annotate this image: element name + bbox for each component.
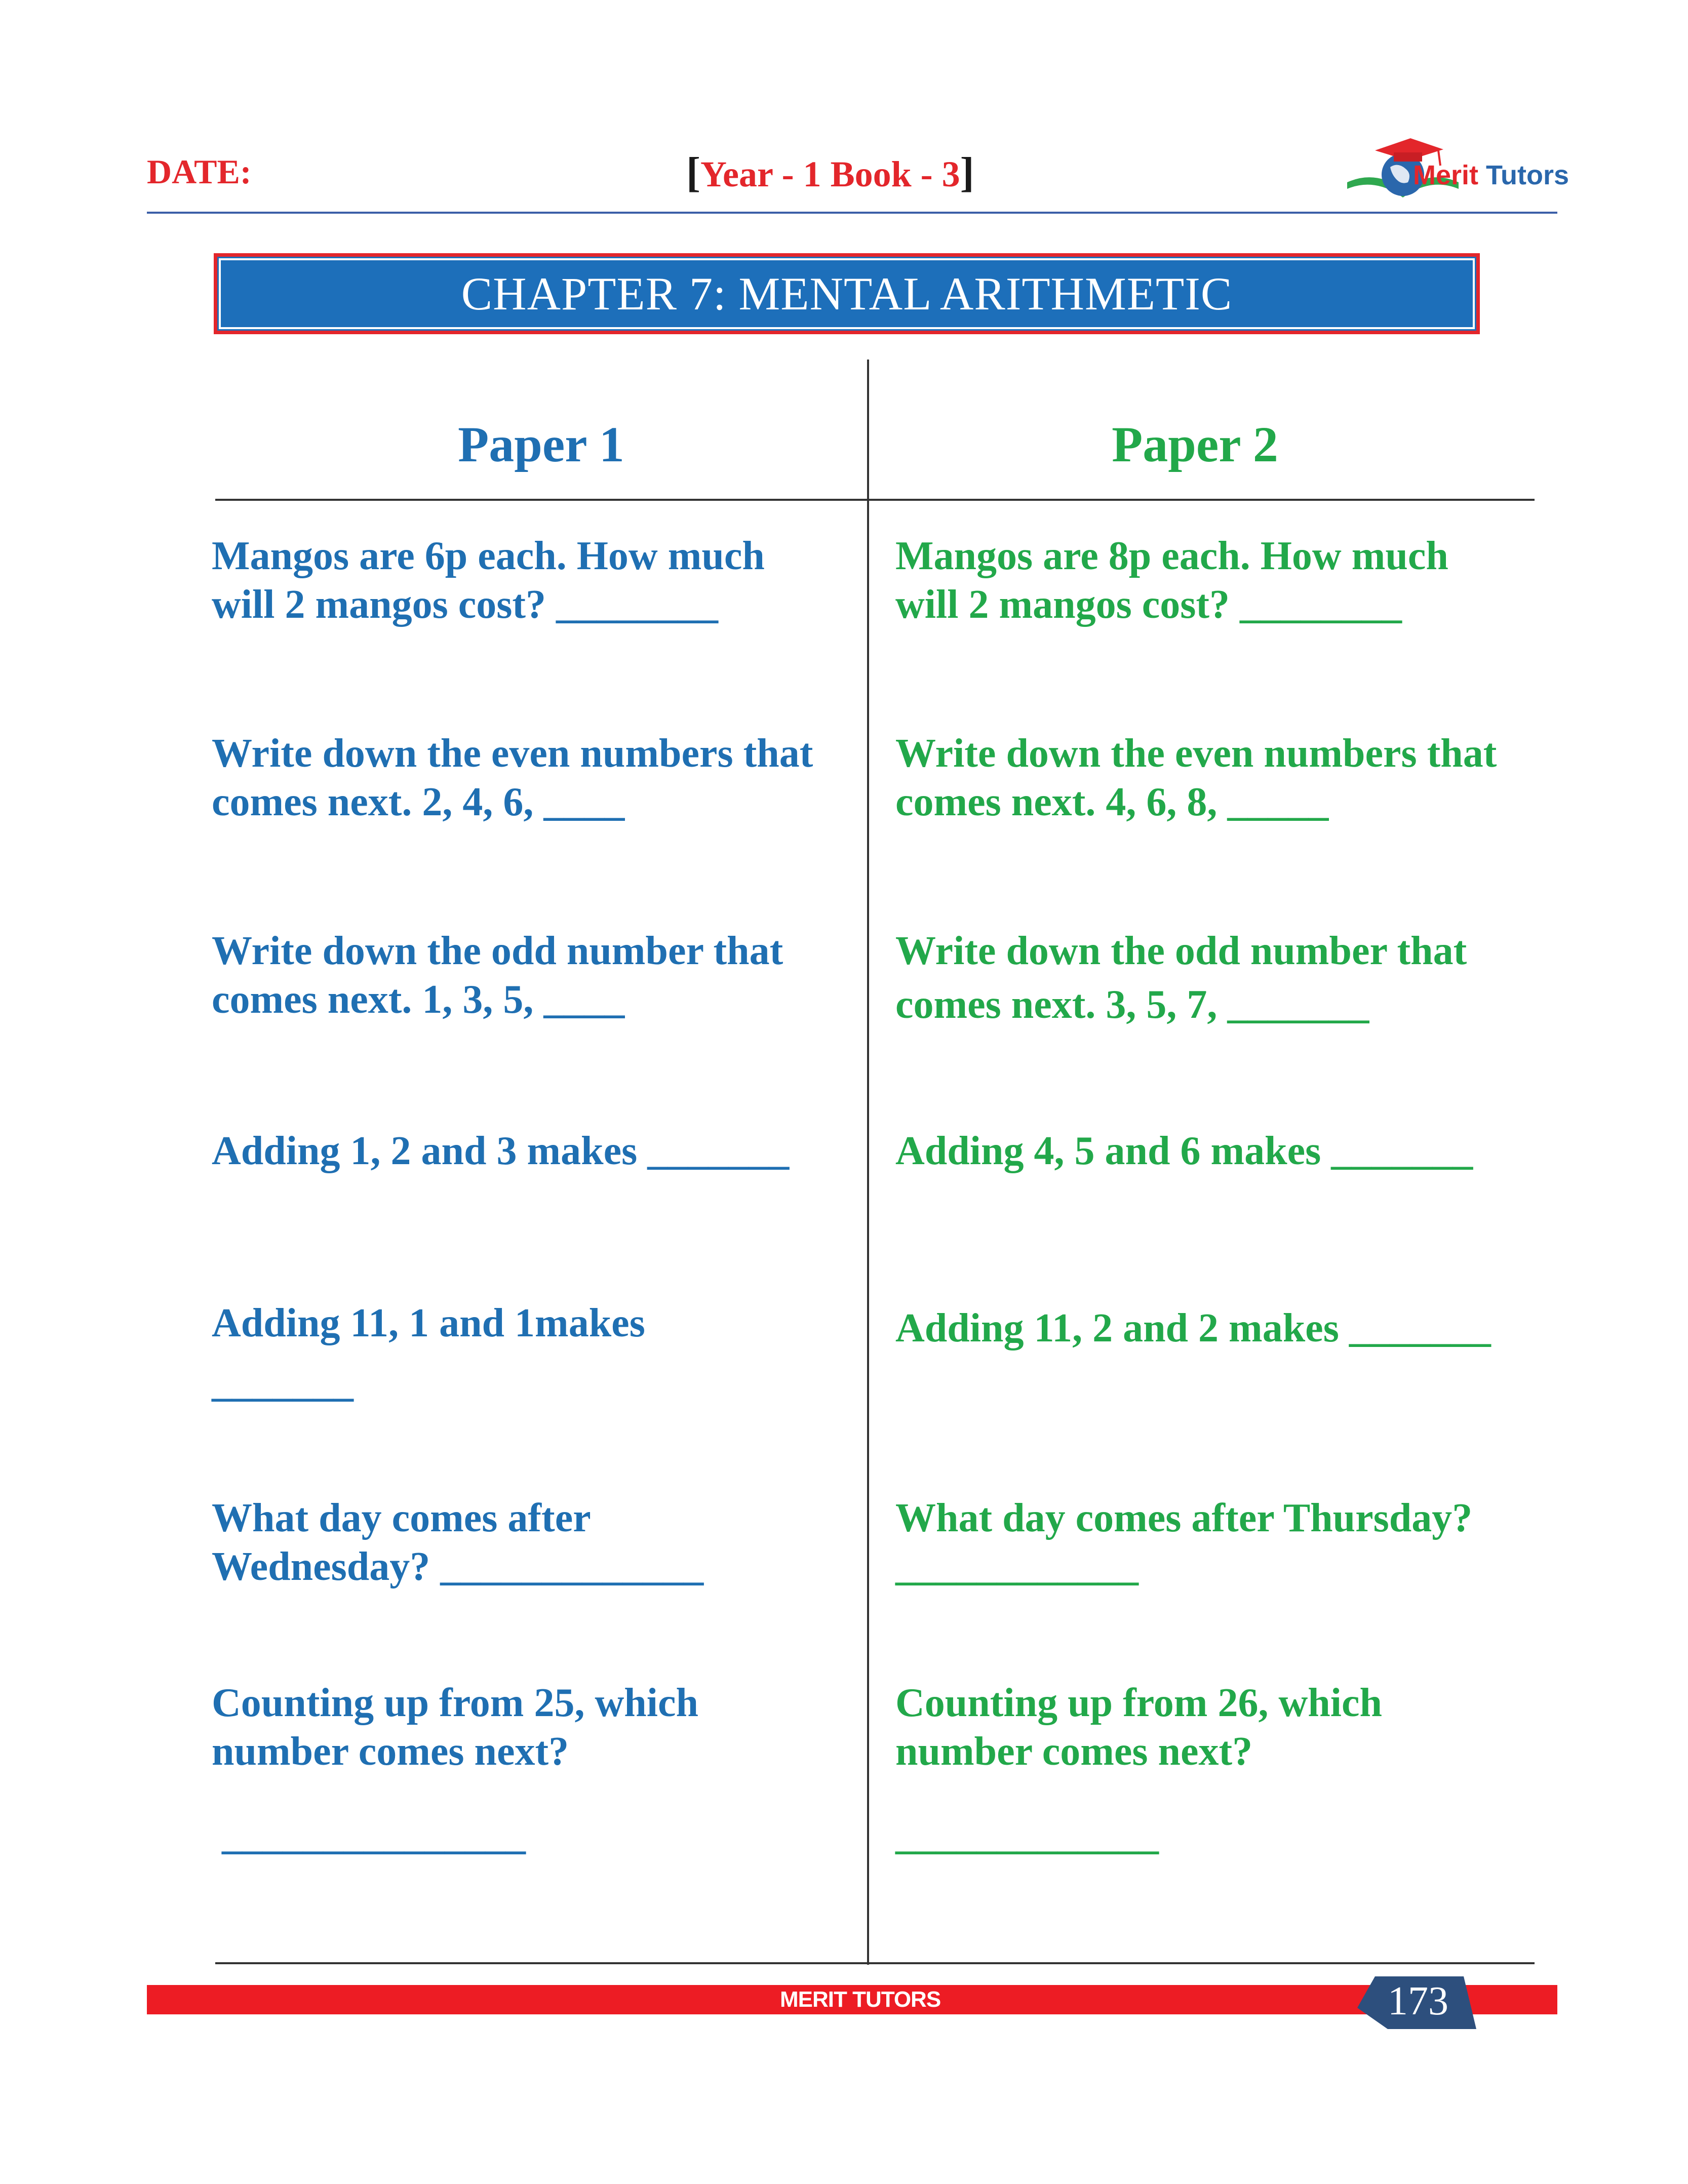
paper-1-heading: Paper 1: [458, 416, 624, 472]
paper-1-question-1: Mangos are 6p each. How much will 2 mangos cost? ________: [212, 534, 765, 627]
page-number: 173: [1388, 1979, 1448, 2023]
paper-2-question-2: Write down the even numbers that comes next. 4, 6, 8, _____: [895, 731, 1497, 824]
paper-1-question-6: What day comes after Wednesday? _____________: [212, 1496, 704, 1589]
column-divider: [867, 360, 869, 1965]
paper-2-question-1: Mangos are 8p each. How much will 2 mangos cost? ________: [895, 534, 1448, 627]
paper-1-question-5: Adding 11, 1 and 1makes _______: [212, 1301, 645, 1405]
table-bottom-divider: [215, 1962, 1535, 1964]
header-divider: [147, 212, 1557, 214]
paper-1-question-7: Counting up from 25, which number comes next? _______________: [212, 1681, 698, 1858]
paper-1-question-2: Write down the even numbers that comes next. 2, 4, 6, ____: [212, 731, 813, 824]
paper-2-question-3: Write down the odd number that comes next. 3, 5, 7, _______: [895, 929, 1467, 1027]
paper-2-question-7: Counting up from 26, which number comes next? _____________: [895, 1681, 1382, 1858]
chapter-title-banner: CHAPTER 7: MENTAL ARITHMETIC: [214, 253, 1480, 334]
logo-wordmark: Merit Tutors: [1413, 160, 1569, 190]
paper-1-question-3: Write down the odd number that comes next. 1, 3, 5, ____: [212, 929, 783, 1022]
paper-2-question-4: Adding 4, 5 and 6 makes _______: [895, 1129, 1473, 1173]
paper-2-heading: Paper 2: [1112, 416, 1278, 472]
footer-brand-text: MERIT TUTORS: [780, 1987, 941, 2012]
header-row-divider: [215, 499, 1535, 501]
date-label: DATE:: [147, 152, 252, 191]
book-reference-text: Year - 1 Book - 3: [700, 154, 960, 194]
paper-1-question-4: Adding 1, 2 and 3 makes _______: [212, 1129, 790, 1173]
paper-2-question-6: What day comes after Thursday? ____________: [895, 1496, 1473, 1589]
paper-2-question-5: Adding 11, 2 and 2 makes _______: [895, 1306, 1491, 1351]
book-reference: [Year - 1 Book - 3]: [686, 149, 974, 196]
